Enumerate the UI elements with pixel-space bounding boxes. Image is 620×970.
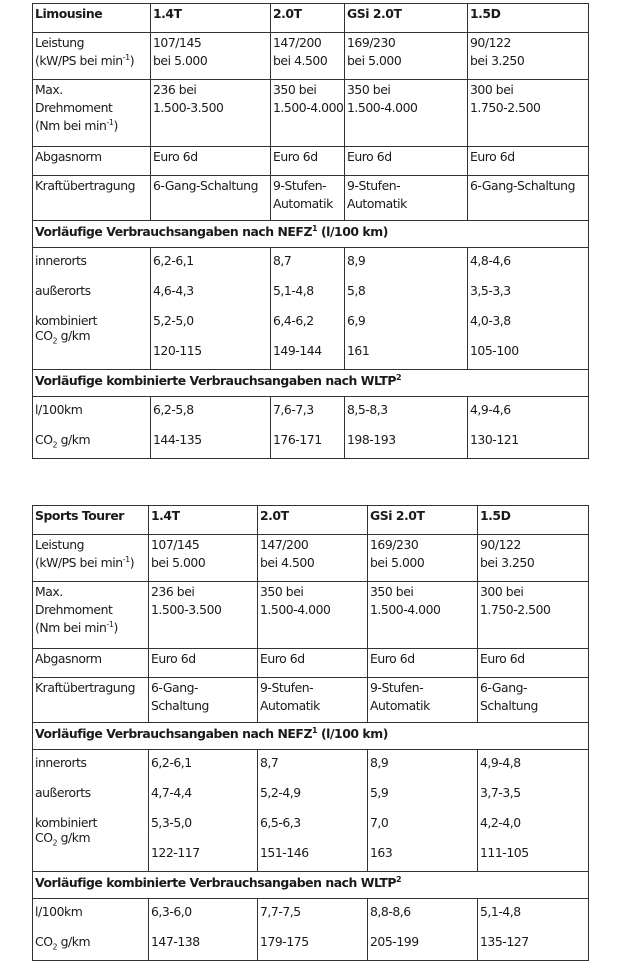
drehmoment-cell: 350 bei 1.500-4.000 xyxy=(345,80,468,147)
nefz-labels: innerorts außerorts kombiniert $CO_2$ g/km xyxy=(33,248,151,370)
abgasnorm-cell: Euro 6d xyxy=(149,649,258,678)
nefz-cell: 6,2-6,1 4,7-4,4 5,3-5,0 122-117 xyxy=(149,750,258,872)
nefz-values-row xyxy=(33,248,589,370)
limousine-table xyxy=(32,3,589,459)
kraftuebertragung-label: Kraftübertragung xyxy=(33,678,149,723)
variant-header: 1.5D xyxy=(468,4,589,33)
nefz-cell: 4,8-4,6 3,5-3,3 4,0-3,8 105-100 xyxy=(468,248,589,370)
abgasnorm-cell: Euro 6d xyxy=(151,147,271,176)
leistung-cell: 107/145 bei 5.000 xyxy=(151,33,271,80)
variant-header: 2.0T xyxy=(258,506,368,535)
leistung-row xyxy=(33,33,589,80)
wltp-cell: 6,2-5,8 144-135 xyxy=(151,397,271,459)
drehmoment-cell: 236 bei 1.500-3.500 xyxy=(149,582,258,649)
variant-header: 1.5D xyxy=(478,506,589,535)
variant-header: GSi 2.0T xyxy=(368,506,478,535)
header-row xyxy=(33,4,589,33)
wltp-values-row xyxy=(33,397,589,459)
abgasnorm-cell: Euro 6d xyxy=(345,147,468,176)
abgasnorm-cell: Euro 6d xyxy=(368,649,478,678)
nefz-values-row xyxy=(33,750,589,872)
wltp-cell: 8,8-8,6 205-199 xyxy=(368,899,478,961)
variant-header: 1.4T xyxy=(151,4,271,33)
wltp-cell: 7,7-7,5 179-175 xyxy=(258,899,368,961)
wltp-cell: 6,3-6,0 147-138 xyxy=(149,899,258,961)
nefz-section-title: Vorläufige Verbrauchsangaben nach NEFZ$^1$ (l/100 km) xyxy=(33,723,589,750)
sports-tourer-table xyxy=(32,505,589,961)
drehmoment-row xyxy=(33,582,589,649)
abgasnorm-cell: Euro 6d xyxy=(468,147,589,176)
kraftuebertragung-cell: 6-Gang-Schaltung xyxy=(151,176,271,221)
wltp-labels: l/100km $CO_2$ g/km xyxy=(33,397,151,459)
drehmoment-row xyxy=(33,80,589,147)
nefz-cell: 4,9-4,8 3,7-3,5 4,2-4,0 111-105 xyxy=(478,750,589,872)
leistung-cell: 169/230 bei 5.000 xyxy=(368,535,478,582)
kraftuebertragung-cell: 6-Gang-Schaltung xyxy=(468,176,589,221)
nefz-cell: 8,7 5,2-4,9 6,5-6,3 151-146 xyxy=(258,750,368,872)
leistung-cell: 147/200 bei 4.500 xyxy=(271,33,345,80)
leistung-cell: 147/200 bei 4.500 xyxy=(258,535,368,582)
variant-header: 1.4T xyxy=(149,506,258,535)
variant-header: GSi 2.0T xyxy=(345,4,468,33)
nefz-cell: 8,9 5,9 7,0 163 xyxy=(368,750,478,872)
abgasnorm-label: Abgasnorm xyxy=(33,147,151,176)
leistung-cell: 169/230 bei 5.000 xyxy=(345,33,468,80)
wltp-section-title: Vorläufige kombinierte Verbrauchsangaben nach WLTP$^2$ xyxy=(33,872,589,899)
leistung-cell: 90/122 bei 3.250 xyxy=(468,33,589,80)
abgasnorm-label: Abgasnorm xyxy=(33,649,149,678)
drehmoment-cell: 236 bei 1.500-3.500 xyxy=(151,80,271,147)
nefz-section-row xyxy=(33,723,589,750)
drehmoment-label: Max. Drehmoment (Nm bei $\min^{-1}$) xyxy=(33,80,151,147)
drehmoment-cell: 300 bei 1.750-2.500 xyxy=(478,582,589,649)
drehmoment-cell: 350 bei 1.500-4.000 xyxy=(271,80,345,147)
kraftuebertragung-cell: 6-Gang- Schaltung xyxy=(149,678,258,723)
abgasnorm-row xyxy=(33,147,589,176)
leistung-cell: 107/145 bei 5.000 xyxy=(149,535,258,582)
kraftuebertragung-row xyxy=(33,678,589,723)
drehmoment-cell: 350 bei 1.500-4.000 xyxy=(258,582,368,649)
nefz-labels: innerorts außerorts kombiniert $CO_2$ g/km xyxy=(33,750,149,872)
kraftuebertragung-cell: 9-Stufen- Automatik xyxy=(368,678,478,723)
leistung-row xyxy=(33,535,589,582)
abgasnorm-cell: Euro 6d xyxy=(271,147,345,176)
kraftuebertragung-cell: 9-Stufen- Automatik xyxy=(271,176,345,221)
model-name: Limousine xyxy=(33,4,151,33)
wltp-cell: 5,1-4,8 135-127 xyxy=(478,899,589,961)
wltp-section-row xyxy=(33,872,589,899)
wltp-cell: 7,6-7,3 176-171 xyxy=(271,397,345,459)
kraftuebertragung-row xyxy=(33,176,589,221)
nefz-cell: 6,2-6,1 4,6-4,3 5,2-5,0 120-115 xyxy=(151,248,271,370)
leistung-label: Leistung (kW/PS bei $\min^{-1}$) xyxy=(33,535,149,582)
nefz-section-title: Vorläufige Verbrauchsangaben nach NEFZ$^1$ (l/100 km) xyxy=(33,221,589,248)
nefz-cell: 8,7 5,1-4,8 6,4-6,2 149-144 xyxy=(271,248,345,370)
model-name: Sports Tourer xyxy=(33,506,149,535)
wltp-values-row xyxy=(33,899,589,961)
wltp-section-title: Vorläufige kombinierte Verbrauchsangaben nach WLTP$^2$ xyxy=(33,370,589,397)
leistung-label: Leistung (kW/PS bei $\min^{-1}$) xyxy=(33,33,151,80)
wltp-cell: 4,9-4,6 130-121 xyxy=(468,397,589,459)
kraftuebertragung-label: Kraftübertragung xyxy=(33,176,151,221)
nefz-cell: 8,9 5,8 6,9 161 xyxy=(345,248,468,370)
variant-header: 2.0T xyxy=(271,4,345,33)
abgasnorm-row xyxy=(33,649,589,678)
leistung-cell: 90/122 bei 3.250 xyxy=(478,535,589,582)
wltp-labels: l/100km $CO_2$ g/km xyxy=(33,899,149,961)
drehmoment-label: Max. Drehmoment (Nm bei $\min^{-1}$) xyxy=(33,582,149,649)
drehmoment-cell: 300 bei 1.750-2.500 xyxy=(468,80,589,147)
drehmoment-cell: 350 bei 1.500-4.000 xyxy=(368,582,478,649)
nefz-section-row xyxy=(33,221,589,248)
wltp-cell: 8,5-8,3 198-193 xyxy=(345,397,468,459)
kraftuebertragung-cell: 9-Stufen- Automatik xyxy=(345,176,468,221)
abgasnorm-cell: Euro 6d xyxy=(258,649,368,678)
abgasnorm-cell: Euro 6d xyxy=(478,649,589,678)
header-row xyxy=(33,506,589,535)
kraftuebertragung-cell: 9-Stufen- Automatik xyxy=(258,678,368,723)
wltp-section-row xyxy=(33,370,589,397)
kraftuebertragung-cell: 6-Gang- Schaltung xyxy=(478,678,589,723)
